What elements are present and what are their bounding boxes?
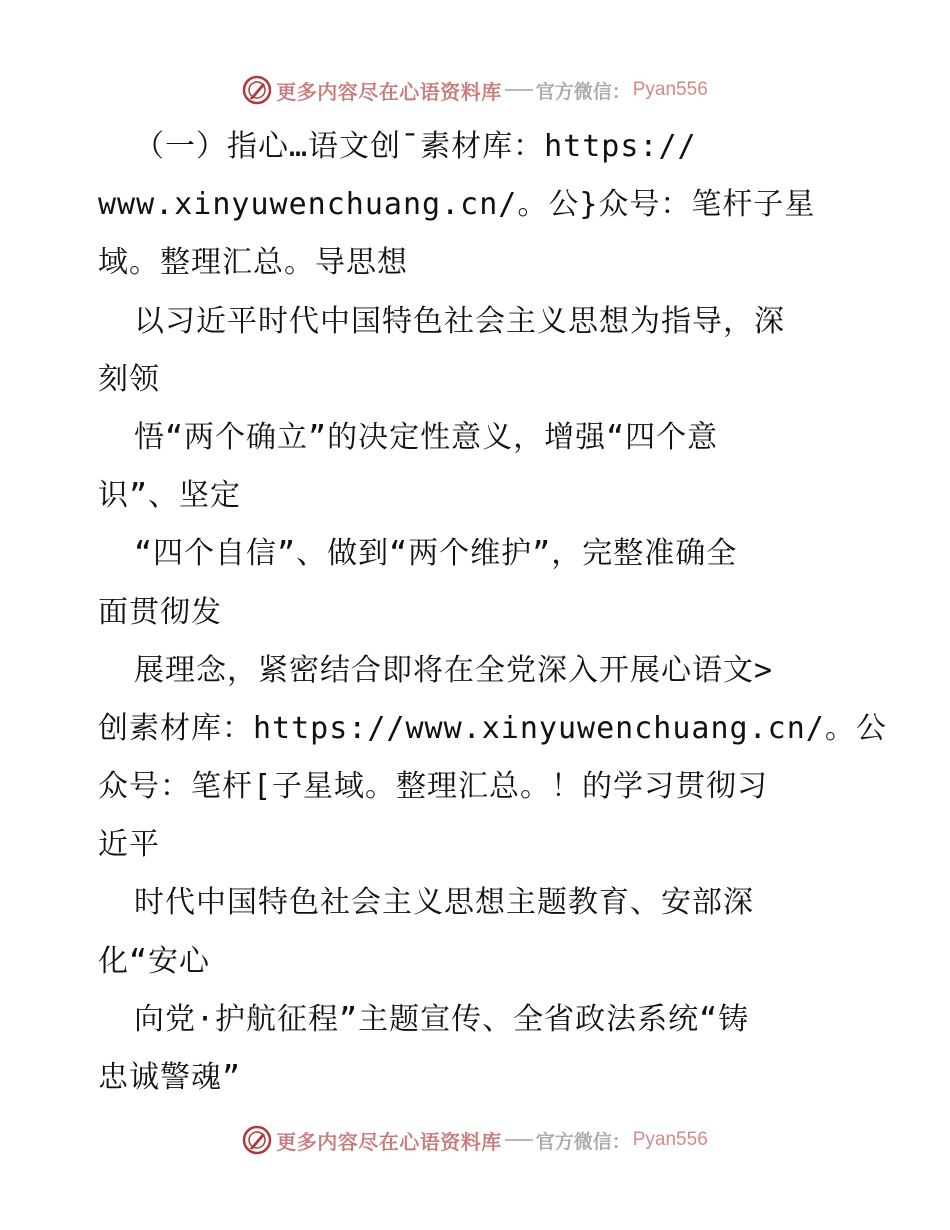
paragraph-line: 忠诚警魂”	[98, 1060, 242, 1095]
paragraph-line: 展理念，紧密结合即将在全党深入开展心语文>	[134, 652, 774, 688]
paragraph-line: 面贯彻发	[98, 594, 222, 630]
paragraph-line: 向党·护航征程”主题宣传、全省政法系统“铸	[134, 1001, 750, 1037]
banner-title: 更多内容尽在心语资料库	[276, 1129, 502, 1154]
banner-divider	[505, 1139, 533, 1141]
paragraph-line: 悟“两个确立”的决定性意义，增强“四个意	[134, 419, 719, 455]
paragraph-line: www.xinyuwenchuang.cn/。公}众号：笔杆子星	[98, 187, 816, 223]
banner-wechat-id: Pyan556	[632, 1129, 708, 1150]
paragraph-line: 创素材库：https://www.xinyuwenchuang.cn/。公	[98, 710, 887, 746]
paragraph-line: “四个自信”、做到“两个维护”，完整准确全	[134, 536, 738, 572]
banner-divider	[505, 89, 533, 91]
paragraph-line: 化“安心	[98, 943, 211, 979]
header-banner	[0, 70, 950, 110]
banner-wechat-id: Pyan556	[632, 79, 708, 100]
paragraph-line: 域。整理汇总。导思想	[98, 245, 408, 281]
footer-banner	[0, 1120, 950, 1160]
pen-logo-icon	[242, 75, 272, 105]
paragraph-line: 时代中国特色社会主义思想主题教育、安部深	[134, 885, 754, 921]
banner-title: 更多内容尽在心语资料库	[276, 79, 502, 104]
banner-wechat-label: 官方微信：	[535, 1130, 631, 1153]
document-body	[98, 118, 887, 1107]
paragraph-line: 众号：笔杆[子星域。整理汇总。！的学习贯彻习	[98, 769, 769, 805]
paragraph-line: 近平	[98, 827, 160, 863]
banner-wechat-label: 官方微信：	[535, 80, 631, 103]
paragraph-line: 以习近平时代中国特色社会主义思想为指导，深	[134, 303, 785, 339]
paragraph-line: 刻领	[98, 361, 160, 397]
paragraph-line: （一）指心…语文创¯素材库：https://	[134, 129, 697, 164]
pen-logo-icon	[242, 1125, 272, 1155]
paragraph-line: 识”、坚定	[98, 478, 242, 514]
